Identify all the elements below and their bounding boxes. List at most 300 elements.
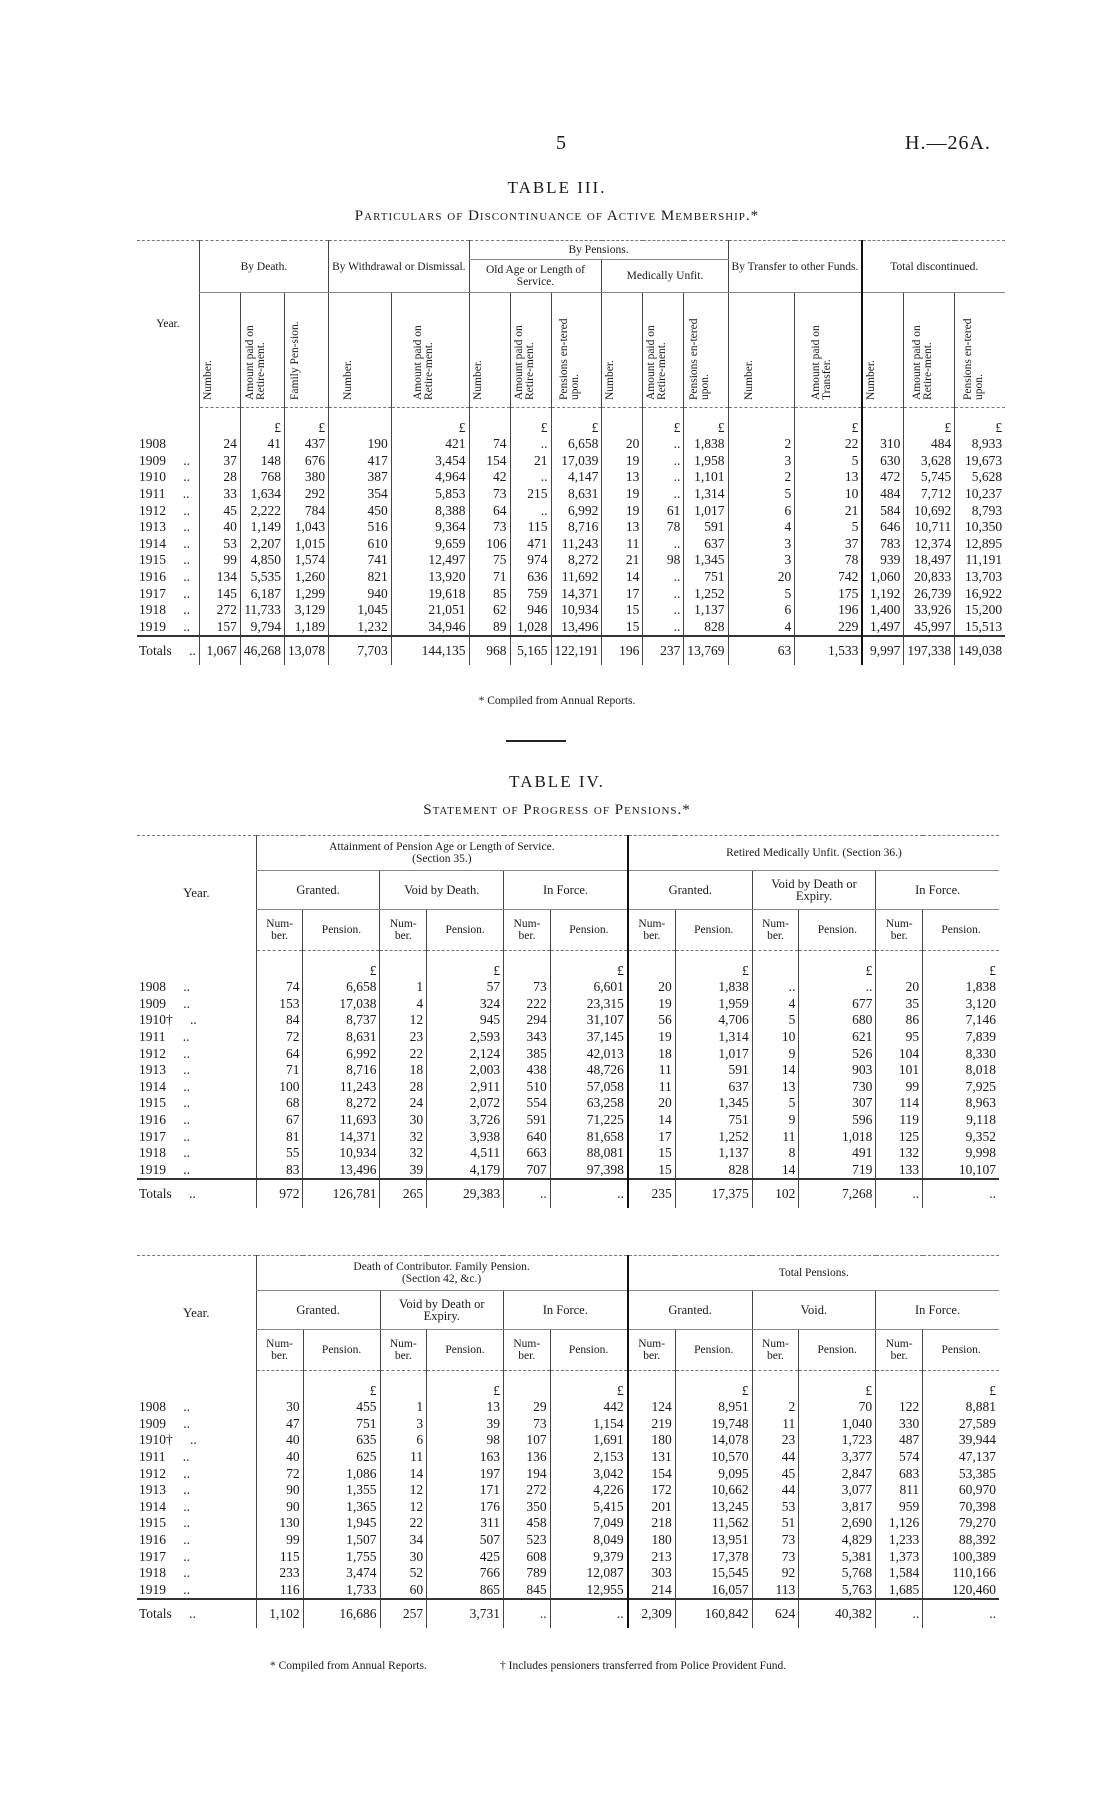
value-cell: 107	[503, 1432, 550, 1449]
table-row	[137, 1062, 999, 1079]
col-header-number	[602, 293, 643, 408]
currency-symbol	[503, 1371, 550, 1400]
value-cell: 30	[256, 1399, 303, 1416]
currency-symbol: £	[303, 1371, 380, 1400]
table3-footnote: * Compiled from Annual Reports.	[478, 695, 636, 707]
value-cell: 491	[799, 1145, 876, 1162]
currency-symbol	[256, 1371, 303, 1400]
value-cell: 1,691	[550, 1432, 627, 1449]
value-cell: 324	[427, 996, 504, 1013]
value-cell: 3,817	[799, 1499, 876, 1516]
value-cell: 1,723	[799, 1432, 876, 1449]
number-col-header: Num-ber.	[752, 910, 799, 951]
currency-symbol: £	[510, 408, 551, 437]
year-cell	[137, 1432, 256, 1449]
value-cell: 1,584	[876, 1565, 923, 1582]
year-label: 1909	[139, 1415, 166, 1431]
pension-col-header: Pension.	[550, 910, 628, 951]
subgroup-header: Void by Death.	[380, 871, 504, 910]
table-row	[137, 602, 1005, 619]
year-cell	[137, 1499, 256, 1516]
year-cell	[137, 453, 199, 470]
value-cell: 40	[199, 519, 240, 536]
year-cell	[137, 536, 199, 553]
value-cell: 484	[904, 436, 955, 453]
col-year-header: Year.	[137, 241, 199, 408]
value-cell: 47,137	[923, 1449, 999, 1466]
value-cell: 197	[427, 1465, 504, 1482]
value-cell: 3,628	[904, 453, 955, 470]
value-cell: 2,690	[799, 1515, 876, 1532]
currency-symbol: £	[303, 951, 380, 980]
value-cell: 88,081	[550, 1145, 628, 1162]
value-cell: 106	[469, 536, 510, 553]
value-cell: ..	[510, 502, 551, 519]
table4-progress-of-pensions	[137, 835, 999, 1208]
year-label: 1918	[139, 602, 166, 618]
value-cell: 45,997	[904, 619, 955, 637]
value-cell: 6,187	[240, 585, 284, 602]
value-cell: 3,377	[799, 1449, 876, 1466]
value-cell: 79,270	[923, 1515, 999, 1532]
leader-dots: ..	[189, 1606, 196, 1622]
group2-header: Retired Medically Unfit. (Section 36.)	[628, 836, 999, 871]
table-row	[137, 486, 1005, 503]
currency-symbol	[504, 951, 551, 980]
col-header-amount-retirement	[391, 293, 469, 408]
col-year-header: Year.	[137, 1256, 256, 1371]
value-cell: 35	[876, 996, 923, 1013]
value-cell: 115	[256, 1548, 303, 1565]
number-col-header: Num-ber.	[256, 910, 303, 951]
year-cell	[137, 569, 199, 586]
value-cell: 4	[380, 996, 427, 1013]
value-cell: 131	[628, 1449, 676, 1466]
value-cell: 10,934	[551, 602, 602, 619]
value-cell: 946	[510, 602, 551, 619]
value-cell: 1,733	[303, 1582, 380, 1600]
value-cell: 14,371	[303, 1128, 380, 1145]
value-cell: 4	[728, 519, 795, 536]
value-cell: 637	[675, 1079, 752, 1096]
col-header-text: Amount paid on Retire-ment.	[244, 325, 268, 400]
value-cell: 14	[602, 569, 643, 586]
group1-header	[256, 836, 628, 871]
value-cell: 8,737	[303, 1012, 380, 1029]
value-cell: 5	[752, 1095, 799, 1112]
year-cell	[137, 1399, 256, 1416]
value-cell: 74	[469, 436, 510, 453]
value-cell: 39	[380, 1162, 427, 1180]
year-label: 1918	[139, 1145, 166, 1161]
value-cell: 86	[876, 1012, 923, 1029]
value-cell: 1,345	[684, 552, 728, 569]
value-cell: 5,763	[799, 1582, 876, 1600]
value-cell: 196	[795, 602, 863, 619]
currency-row	[137, 408, 1005, 437]
year-label: 1919	[139, 1161, 166, 1177]
number-col-header: Num-ber.	[628, 1330, 676, 1371]
value-cell: 17,038	[303, 996, 380, 1013]
leader-dots: ..	[183, 1128, 190, 1144]
col-header-text: Amount paid on Retire-ment.	[512, 325, 536, 400]
value-cell: ..	[799, 979, 876, 996]
value-cell: 5	[728, 585, 795, 602]
value-cell: 42	[469, 469, 510, 486]
year-cell	[137, 1532, 256, 1549]
group1-header	[256, 1256, 628, 1291]
value-cell: 20	[876, 979, 923, 996]
leader-dots: ..	[183, 1515, 190, 1531]
value-cell: 237	[643, 636, 684, 665]
value-cell: 37	[199, 453, 240, 470]
old-age-header: Old Age or Length of Service.	[469, 260, 602, 293]
value-cell: 1,192	[862, 585, 904, 602]
table-row	[137, 1012, 999, 1029]
section-divider	[506, 740, 566, 742]
year-cell	[137, 1045, 256, 1062]
value-cell: 190	[329, 436, 392, 453]
value-cell: 157	[199, 619, 240, 637]
value-cell: 12	[380, 1012, 427, 1029]
currency-symbol: £	[923, 951, 999, 980]
table-row	[137, 552, 1005, 569]
year-label: 1908	[139, 1399, 166, 1415]
value-cell: 28	[199, 469, 240, 486]
value-cell: 5	[795, 453, 863, 470]
col-header-amount-transfer	[795, 293, 863, 408]
value-cell: 821	[329, 569, 392, 586]
value-cell: 11	[602, 536, 643, 553]
value-cell: 1,507	[303, 1532, 380, 1549]
table-row	[137, 1432, 999, 1449]
value-cell: 126,781	[303, 1179, 380, 1208]
value-cell: 57	[427, 979, 504, 996]
leader-dots: ..	[183, 1465, 190, 1481]
leader-dots: ..	[183, 1078, 190, 1094]
year-cell	[137, 1465, 256, 1482]
value-cell: 14	[380, 1465, 427, 1482]
year-cell	[137, 436, 199, 453]
value-cell: 11	[380, 1449, 427, 1466]
table-row	[137, 1162, 999, 1180]
col-header-pensions-entered	[551, 293, 602, 408]
value-cell: 1,299	[284, 585, 328, 602]
value-cell: 442	[550, 1399, 627, 1416]
totals-row	[137, 1179, 999, 1208]
table-row	[137, 502, 1005, 519]
value-cell: 784	[284, 502, 328, 519]
value-cell: 15	[602, 602, 643, 619]
value-cell: 10,237	[955, 486, 1005, 503]
value-cell: 8,716	[551, 519, 602, 536]
currency-symbol: £	[240, 408, 284, 437]
leader-dots: ..	[183, 552, 190, 568]
col-header-text: Number.	[743, 360, 756, 400]
value-cell: 26,739	[904, 585, 955, 602]
value-cell: 44	[752, 1482, 799, 1499]
value-cell: 1,959	[675, 996, 752, 1013]
table-row	[137, 1482, 999, 1499]
year-label: 1908	[139, 436, 166, 452]
value-cell: 1,232	[329, 619, 392, 637]
value-cell: 294	[504, 1012, 551, 1029]
value-cell: 20	[728, 569, 795, 586]
value-cell: 120,460	[923, 1582, 999, 1600]
value-cell: 62	[469, 602, 510, 619]
year-label: 1917	[139, 1548, 166, 1564]
value-cell: 766	[427, 1565, 504, 1582]
value-cell: 10,662	[675, 1482, 752, 1499]
value-cell: 8,793	[955, 502, 1005, 519]
value-cell: 13,078	[284, 636, 328, 665]
value-cell: 421	[391, 436, 469, 453]
totals-row	[137, 636, 1005, 665]
value-cell: 523	[503, 1532, 550, 1549]
value-cell: 1,497	[862, 619, 904, 637]
col-header-text: Pensions en-tered upon.	[962, 318, 986, 400]
value-cell: 4,964	[391, 469, 469, 486]
value-cell: 10,107	[923, 1162, 999, 1180]
value-cell: 180	[628, 1432, 676, 1449]
year-label: 1913	[139, 519, 166, 535]
page-number: 5	[556, 132, 566, 154]
value-cell: 272	[199, 602, 240, 619]
currency-symbol: £	[550, 951, 628, 980]
value-cell: 53	[752, 1499, 799, 1516]
leader-dots: ..	[183, 585, 190, 601]
year-cell	[137, 519, 199, 536]
value-cell: 3,726	[427, 1112, 504, 1129]
leader-dots: ..	[183, 502, 190, 518]
value-cell: 8,272	[303, 1095, 380, 1112]
year-cell	[137, 602, 199, 619]
value-cell: 7,146	[923, 1012, 999, 1029]
subgroup-header: Granted.	[256, 871, 380, 910]
value-cell: 39	[427, 1416, 504, 1433]
value-cell: 11	[628, 1079, 675, 1096]
value-cell: 74	[256, 979, 303, 996]
value-cell: 11,733	[240, 602, 284, 619]
value-cell: 171	[427, 1482, 504, 1499]
col-header-text: Number.	[471, 360, 484, 400]
col-header-amount-retirement	[510, 293, 551, 408]
leader-dots: ..	[183, 519, 190, 535]
group1-note: (Section 35.)	[412, 853, 472, 865]
value-cell: 354	[329, 486, 392, 503]
pension-col-header: Pension.	[923, 1330, 999, 1371]
leader-dots: ..	[189, 1186, 196, 1202]
value-cell: 14,078	[675, 1432, 752, 1449]
value-cell: 13,496	[551, 619, 602, 637]
value-cell: 811	[876, 1482, 923, 1499]
year-label: 1916	[139, 1112, 166, 1128]
value-cell: 2,207	[240, 536, 284, 553]
value-cell: 719	[799, 1162, 876, 1180]
value-cell: 307	[799, 1095, 876, 1112]
value-cell: 23	[380, 1029, 427, 1046]
value-cell: 1,060	[862, 569, 904, 586]
year-label: 1913	[139, 1062, 166, 1078]
table-row	[137, 453, 1005, 470]
value-cell: 19	[628, 1029, 675, 1046]
value-cell: 5,628	[955, 469, 1005, 486]
value-cell: 3	[728, 552, 795, 569]
value-cell: 31,107	[550, 1012, 628, 1029]
leader-dots: ..	[183, 1565, 190, 1581]
value-cell: 751	[675, 1112, 752, 1129]
value-cell: 680	[799, 1012, 876, 1029]
year-label: 1915	[139, 552, 166, 568]
value-cell: 24	[199, 436, 240, 453]
value-cell: 11	[752, 1416, 799, 1433]
year-cell	[137, 1012, 256, 1029]
pension-col-header: Pension.	[427, 1330, 504, 1371]
value-cell: 1,314	[684, 486, 728, 503]
value-cell: 1,838	[684, 436, 728, 453]
total-discontinued-header: Total discontinued.	[862, 241, 1005, 293]
value-cell: 154	[628, 1465, 676, 1482]
currency-symbol	[329, 408, 392, 437]
value-cell: 53	[199, 536, 240, 553]
value-cell: 39,944	[923, 1432, 999, 1449]
year-label: 1910†	[139, 1012, 173, 1028]
currency-symbol	[380, 951, 427, 980]
value-cell: 2,153	[550, 1449, 627, 1466]
value-cell: 4,226	[550, 1482, 627, 1499]
number-col-header: Num-ber.	[380, 910, 427, 951]
subgroup-header: In Force.	[503, 1291, 627, 1330]
year-label: 1909	[139, 452, 166, 468]
number-col-header: Num-ber.	[503, 1330, 550, 1371]
value-cell: 4,829	[799, 1532, 876, 1549]
value-cell: 3	[380, 1416, 427, 1433]
value-cell: 1,755	[303, 1548, 380, 1565]
year-cell	[137, 1482, 256, 1499]
value-cell: 40	[256, 1432, 303, 1449]
leader-dots: ..	[182, 1029, 190, 1045]
value-cell: 12,087	[550, 1565, 627, 1582]
value-cell: 13,951	[675, 1532, 752, 1549]
value-cell: 16,057	[675, 1582, 752, 1600]
value-cell: 1,838	[923, 979, 999, 996]
value-cell: 222	[504, 996, 551, 1013]
value-cell: 591	[675, 1062, 752, 1079]
value-cell: 1,040	[799, 1416, 876, 1433]
value-cell: 92	[752, 1565, 799, 1582]
value-cell: 1,252	[684, 585, 728, 602]
value-cell: 624	[752, 1599, 799, 1628]
value-cell: 32	[380, 1128, 427, 1145]
value-cell: 153	[256, 996, 303, 1013]
currency-symbol	[602, 408, 643, 437]
year-label: 1918	[139, 1565, 166, 1581]
value-cell: 945	[427, 1012, 504, 1029]
leader-dots: ..	[183, 1145, 190, 1161]
value-cell: 4,850	[240, 552, 284, 569]
value-cell: 1,365	[303, 1499, 380, 1516]
value-cell: 3,454	[391, 453, 469, 470]
value-cell: 218	[628, 1515, 676, 1532]
value-cell: 2,847	[799, 1465, 876, 1482]
value-cell: 83	[256, 1162, 303, 1180]
value-cell: 98	[643, 552, 684, 569]
value-cell: 2,072	[427, 1095, 504, 1112]
value-cell: 3,120	[923, 996, 999, 1013]
footnote-dagger: † Includes pensioners transferred from Police Provident Fund.	[500, 1660, 787, 1672]
subgroup-header: Void by Death or Expiry.	[752, 871, 876, 910]
value-cell: 9,794	[240, 619, 284, 637]
value-cell: 7,703	[329, 636, 392, 665]
pension-col-header: Pension.	[675, 1330, 752, 1371]
value-cell: ..	[876, 1179, 923, 1208]
currency-symbol	[628, 951, 675, 980]
value-cell: 11,243	[303, 1079, 380, 1096]
value-cell: 17,039	[551, 453, 602, 470]
leader-dots: ..	[183, 1161, 190, 1177]
value-cell: 9,352	[923, 1128, 999, 1145]
leader-dots: ..	[190, 1432, 197, 1448]
year-cell	[137, 1128, 256, 1145]
col-header-number	[728, 293, 795, 408]
value-cell: 73	[503, 1416, 550, 1433]
value-cell: 11,243	[551, 536, 602, 553]
value-cell: 196	[602, 636, 643, 665]
value-cell: 6	[728, 602, 795, 619]
value-cell: 437	[284, 436, 328, 453]
totals-row	[137, 1599, 999, 1628]
value-cell: 45	[752, 1465, 799, 1482]
year-cell	[137, 486, 199, 503]
value-cell: 100,389	[923, 1548, 999, 1565]
col-header-text: Number.	[865, 360, 878, 400]
value-cell: 768	[240, 469, 284, 486]
value-cell: 4	[728, 619, 795, 637]
value-cell: 32	[380, 1145, 427, 1162]
currency-symbol	[199, 408, 240, 437]
value-cell: 9,659	[391, 536, 469, 553]
table-row	[137, 1532, 999, 1549]
value-cell: ..	[643, 569, 684, 586]
currency-symbol	[469, 408, 510, 437]
value-cell: 6,601	[550, 979, 628, 996]
value-cell: 1,314	[675, 1029, 752, 1046]
value-cell: 44	[752, 1449, 799, 1466]
table-row	[137, 536, 1005, 553]
value-cell: 1,958	[684, 453, 728, 470]
year-cell	[137, 979, 256, 996]
leader-dots: ..	[183, 1415, 190, 1431]
value-cell: 1,838	[675, 979, 752, 996]
year-label: Totals	[139, 1606, 172, 1622]
value-cell: 789	[503, 1565, 550, 1582]
value-cell: 9,997	[862, 636, 904, 665]
year-cell	[137, 1416, 256, 1433]
currency-symbol	[862, 408, 904, 437]
currency-symbol: £	[684, 408, 728, 437]
value-cell: 8,631	[551, 486, 602, 503]
pension-col-header: Pension.	[675, 910, 752, 951]
value-cell: ..	[550, 1179, 628, 1208]
value-cell: 46,268	[240, 636, 284, 665]
value-cell: 6	[380, 1432, 427, 1449]
value-cell: 2,309	[628, 1599, 676, 1628]
col-header-text: Amount paid on Retire-ment.	[911, 325, 935, 400]
value-cell: 1,154	[550, 1416, 627, 1433]
value-cell: 637	[684, 536, 728, 553]
value-cell: 8,963	[923, 1095, 999, 1112]
value-cell: 215	[510, 486, 551, 503]
